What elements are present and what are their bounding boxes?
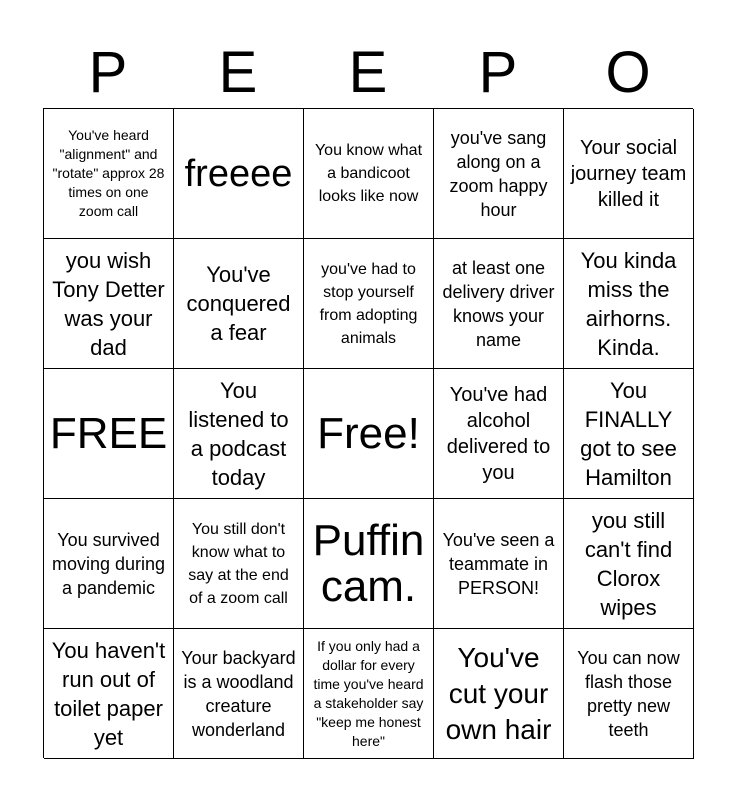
bingo-cell-r2c2[interactable] [174, 239, 304, 369]
bingo-cell-r4c1[interactable] [44, 499, 174, 629]
cell-text: you've sang along on a zoom happy hour [449, 127, 548, 220]
bingo-cell-r2c3[interactable] [304, 239, 434, 369]
bingo-cell-r1c2[interactable] [174, 109, 304, 239]
cell-text: You kinda miss the airhorns. Kinda. [580, 247, 677, 360]
bingo-cell-r3c4[interactable] [434, 369, 564, 499]
bingo-cell-r5c5[interactable] [564, 629, 694, 759]
bingo-cell-r4c2[interactable] [174, 499, 304, 629]
cell-text: you've had to stop yourself from adopting animals [319, 260, 418, 347]
header-letter-1: P [88, 40, 128, 105]
bingo-cell-r1c4[interactable] [434, 109, 564, 239]
cell-text: If you only had a dollar for every time you've heard a stakeholder say "keep me honest here" [313, 637, 424, 749]
cell-text: Free! [317, 408, 420, 458]
header-letter-3: E [348, 40, 388, 105]
bingo-cell-r2c4[interactable] [434, 239, 564, 369]
cell-text: You listened to a podcast today [188, 377, 289, 490]
bingo-header [43, 38, 693, 108]
cell-text: freeee [184, 152, 293, 195]
cell-text: You can now flash those pretty new teeth [577, 647, 680, 740]
cell-text: You FINALLY got to see Hamilton [580, 377, 677, 490]
bingo-cell-r5c2[interactable] [174, 629, 304, 759]
bingo-cell-r4c3[interactable] [304, 499, 434, 629]
bingo-cell-r1c3[interactable] [304, 109, 434, 239]
bingo-cell-r4c4[interactable] [434, 499, 564, 629]
cell-text: FREE [49, 408, 168, 458]
header-letter-4: P [478, 40, 518, 105]
bingo-cell-r5c4[interactable] [434, 629, 564, 759]
bingo-cell-r2c1[interactable] [44, 239, 174, 369]
bingo-cell-r3c5[interactable] [564, 369, 694, 499]
bingo-cell-r1c5[interactable] [564, 109, 694, 239]
cell-text: You've heard "alignment" and "rotate" approx 28 times on one zoom call [52, 127, 165, 219]
cell-text: Your social journey team killed it [570, 136, 687, 211]
bingo-cell-r3c3[interactable] [304, 369, 434, 499]
cell-text: you wish Tony Detter was your dad [52, 247, 165, 360]
bingo-board [43, 108, 693, 758]
cell-text: You've conquered a fear [186, 262, 291, 345]
cell-text: You still don't know what to say at the end of a zoom call [188, 520, 289, 607]
bingo-cell-r5c1[interactable] [44, 629, 174, 759]
bingo-cell-r1c1[interactable] [44, 109, 174, 239]
bingo-cell-r5c3[interactable] [304, 629, 434, 759]
cell-text: at least one delivery driver knows your name [442, 257, 555, 350]
header-letter-5: O [605, 40, 651, 105]
bingo-cell-r2c5[interactable] [564, 239, 694, 369]
cell-text: You've seen a teammate in PERSON! [442, 529, 555, 598]
cell-text: You survived moving during a pandemic [51, 529, 166, 598]
cell-text: Your backyard is a woodland creature wonderland [181, 647, 296, 740]
cell-text: you still can't find Clorox wipes [584, 507, 673, 620]
bingo-cell-r3c1[interactable] [44, 369, 174, 499]
cell-text: You know what a bandicoot looks like now [314, 142, 423, 205]
cell-text: Puffin cam. [312, 515, 425, 611]
cell-text: You haven't run out of toilet paper yet [51, 637, 166, 750]
cell-text: You've cut your own hair [445, 641, 552, 745]
bingo-cell-r4c5[interactable] [564, 499, 694, 629]
bingo-cell-r3c2[interactable] [174, 369, 304, 499]
cell-text: You've had alcohol delivered to you [446, 383, 551, 484]
header-letter-2: E [218, 40, 258, 105]
